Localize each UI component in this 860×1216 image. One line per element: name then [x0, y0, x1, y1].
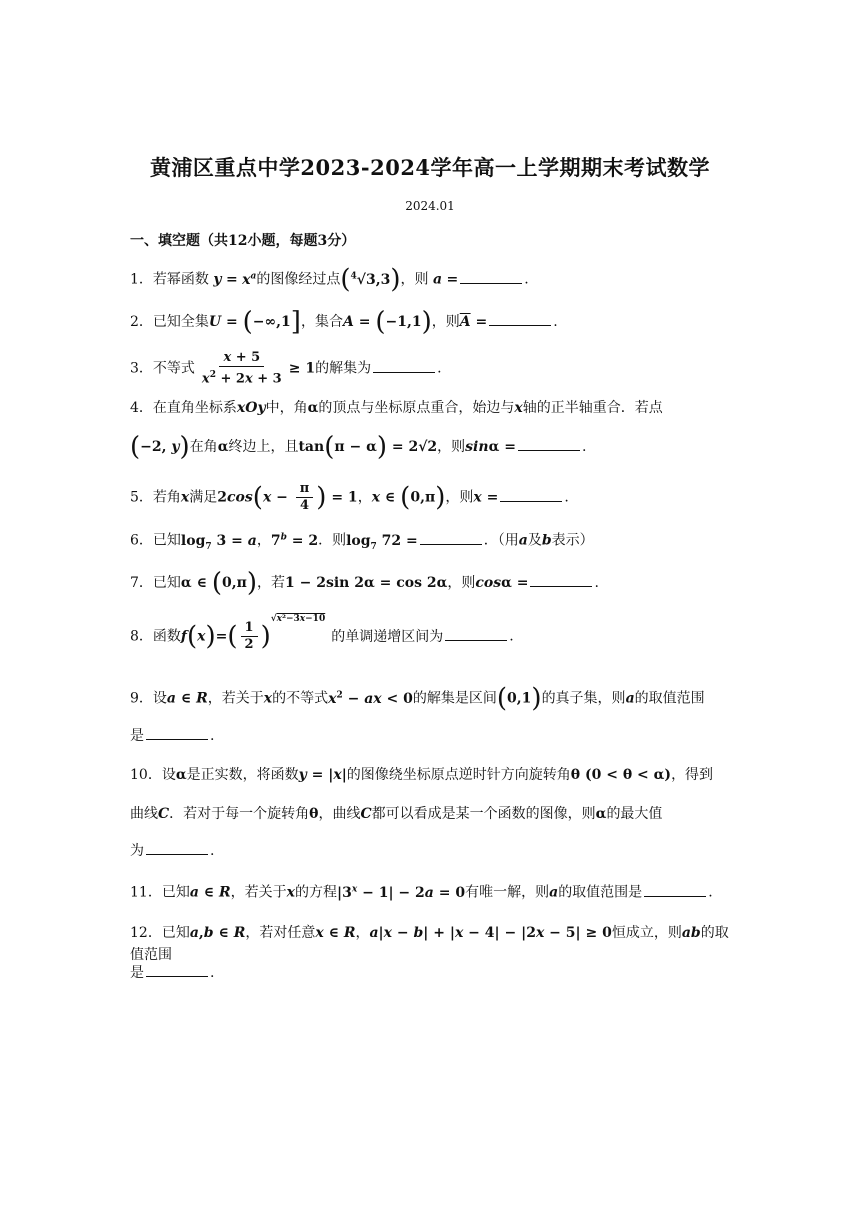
answer-blank: [489, 313, 551, 326]
question-10: 10．设α是正实数，将函数y = |x|的图像绕坐标原点逆时针方向旋转角θ (0 < θ < α)，得到: [130, 767, 714, 783]
question-9: 9．设a ∈ R，若关于x的不等式$x^2$ − ax < 0的解集是区间(0,1)的真子集，则a的取值范围: [130, 683, 705, 714]
answer-blank: [445, 628, 507, 641]
answer-blank: [644, 884, 706, 897]
question-2: 2．已知全集U = (−∞,1]，集合A = (−1,1)，则$\overline{A}$ = .: [130, 307, 558, 337]
question-1: 1．若幂函数 $y = x^a$的图像经过点($^4$√3,3)，则 a = .: [130, 264, 529, 295]
answer-blank: [146, 842, 208, 855]
section-heading: 一、填空题（共12小题，每题3分）: [130, 233, 356, 249]
question-12: 12．已知a,b ∈ R，若对任意x ∈ R，a|x − b| + |x − 4| − |2x − 5| ≥ 0恒成立，则ab的取值范围: [130, 925, 729, 963]
answer-blank: [373, 360, 435, 373]
answer-blank: [420, 532, 482, 545]
question-8: 8．函数f(x)=( $\frac{1}{2}$ )$^{√x^2-3x-10}$的单调递增区间为 .: [130, 613, 514, 652]
question-10-cont: 曲线C．若对于每一个旋转角θ，曲线C都可以看成是某一个函数的图像，则α的最大值: [130, 806, 663, 822]
answer-blank: [530, 574, 592, 587]
answer-blank: [460, 271, 522, 284]
answer-blank: [500, 489, 562, 502]
question-3: 3．不等式 $\frac{x + 5}{x^2 + 2x + 3}$ ≥ 1的解集为 .: [130, 350, 442, 387]
page-title: 黄浦区重点中学2023-2024学年高一上学期期末考试数学: [149, 155, 711, 180]
question-9-cont: 是 .: [130, 728, 215, 744]
question-10-cont2: 为 .: [130, 843, 215, 859]
exam-date: 2024.01: [405, 199, 455, 213]
answer-blank: [146, 964, 208, 977]
question-4-cont: (−2, y)在角α终边上，且tan(π − α) = 2√2，则sinα = .: [130, 432, 587, 462]
answer-blank: [518, 438, 580, 451]
answer-blank: [146, 727, 208, 740]
question-11: 11．已知a ∈ R，若关于x的方程$|3^x - 1| - 2a = 0$有唯一解，则a的取值范围是 .: [130, 884, 713, 901]
question-5: 5．若角x满足2cos(x − $\frac{\pi}{4}$ ) = 1，x ∈ (0,π)，则x = .: [130, 481, 569, 513]
question-6: 6．已知$\log_7 3 = a$，$7^b = 2$．则$\log_7 72$ = ．（用a及b表示）: [130, 532, 594, 552]
question-4: 4．在直角坐标系xOy中，角α的顶点与坐标原点重合，始边与x轴的正半轴重合．若点: [130, 400, 663, 416]
question-7: 7．已知α ∈ (0,π)，若1 − 2sin 2α = cos 2α，则cosα = .: [130, 568, 599, 598]
question-12-cont: 是 .: [130, 965, 215, 981]
